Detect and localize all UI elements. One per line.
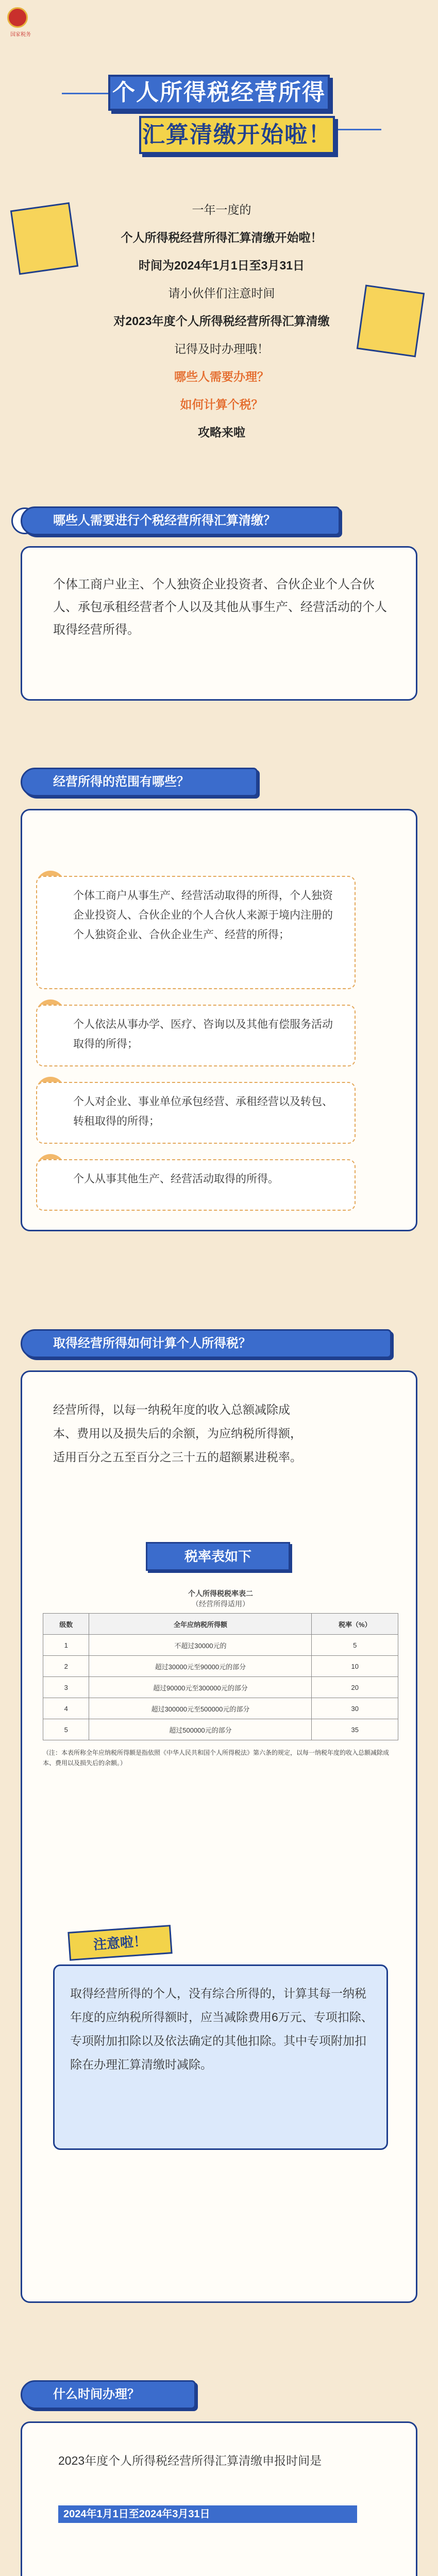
section1-title: 哪些人需要进行个税经营所得汇算清缴？ [21,506,340,535]
table-cell: 超过90000元至300000元的部分 [89,1677,312,1698]
page-title-line2: 汇算清缴开始啦！ [142,122,332,147]
page-title-line1: 个人所得税经营所得 [112,80,326,105]
table-cell: 35 [312,1719,398,1740]
range-item-text: 个人依法从事办学、医疗、咨询以及其他有偿服务活动取得的所得； [73,1019,333,1050]
section3-title: 取得经营所得如何计算个人所得税？ [21,1329,392,1358]
table-row [43,1677,398,1698]
section3-card [21,1370,417,2303]
table-cell: 2 [43,1656,89,1677]
sticky-note-decoration [10,202,78,275]
rate-table-wrap [43,1588,398,1768]
range-item-text: 个人对企业、事业单位承包经营、承租经营以及转包、转租取得的所得； [73,1096,333,1127]
range-item-2 [36,1005,356,1066]
rate-table [43,1613,398,1740]
section2-title: 经营所得的范围有哪些？ [21,768,258,796]
decor-line [335,129,381,130]
rate-table-subtitle: （经营所得适用） [192,1600,249,1608]
logo-text: 国家税务 [10,32,31,38]
intro-line: 时间为2024年1月1日至3月31日 [138,259,305,272]
table-note: （注：本表所称全年应纳税所得额是指依照《中华人民共和国个人所得税法》第六条的规定，以每一纳税年度的收入总额减除成本、费用以及损失后的余额。） [43,1749,390,1767]
section4-card [21,2421,417,2576]
intro-line: 个人所得税经营所得汇算清缴开始啦！ [121,231,323,244]
table-cell: 不超过30000元的 [89,1635,312,1656]
intro-line: 哪些人需要办理？ [174,370,269,383]
section4-title: 什么时间办理？ [21,2380,196,2409]
range-item-3 [36,1082,356,1144]
table-row [43,1656,398,1677]
table-row [43,1719,398,1740]
section3-body: 经营所得，以每一纳税年度的收入总额减除成本、费用以及损失后的余额，为应纳税所得额，适用百分之五至百分之三十五的超额累进税率。 [53,1403,302,1464]
table-header: 税率（%） [312,1614,398,1635]
intro-line: 攻略来啦 [198,426,245,439]
sticky-note-decoration [357,285,425,358]
attention-box [53,1964,388,2150]
table-header: 全年应纳税所得额 [89,1614,312,1635]
filing-period: 2024年1月1日至2024年3月31日 [58,2505,357,2523]
table-cell: 20 [312,1677,398,1698]
range-item-1 [36,876,356,989]
intro-line: 记得及时办理哦！ [174,342,269,355]
attention-body: 取得经营所得的个人，没有综合所得的，计算其每一纳税年度的应纳税所得额时，应当减除费用6万元、专项扣除、专项附加扣除以及依法确定的其他扣除。其中专项附加扣除在办理汇算清缴时减除。 [70,1987,373,2071]
tax-logo [7,7,28,28]
rate-table-tag: 税率表如下 [146,1542,290,1571]
rate-table-title: 个人所得税税率表二 [188,1589,253,1598]
table-row [43,1635,398,1656]
table-cell: 1 [43,1635,89,1656]
intro-line: 一年一度的 [192,203,251,216]
table-cell: 10 [312,1656,398,1677]
table-cell: 3 [43,1677,89,1698]
title-banner-1 [108,75,330,111]
table-cell: 4 [43,1698,89,1719]
attention-tag: 注意啦！ [68,1925,172,1961]
section1-card [21,546,417,701]
section4-body: 2023年度个人所得税经营所得汇算清缴申报时间是 [58,2454,322,2467]
intro-line: 对2023年度个人所得税经营所得汇算清缴 [113,314,330,328]
intro-line: 如何计算个税？ [180,398,263,411]
table-cell: 5 [312,1635,398,1656]
table-cell: 超过30000元至90000元的部分 [89,1656,312,1677]
range-item-4 [36,1159,356,1211]
table-cell: 30 [312,1698,398,1719]
intro-line: 请小伙伴们注意时间 [168,286,275,300]
title-banner-2 [139,116,335,154]
decor-line [62,93,108,94]
range-item-text: 个体工商户从事生产、经营活动取得的所得，个人独资企业投资人、合伙企业的个人合伙人来源于境内注册的个人独资企业、合伙企业生产、经营的所得； [73,890,333,941]
range-item-text: 个人从事其他生产、经营活动取得的所得。 [73,1173,279,1185]
table-cell: 超过500000元的部分 [89,1719,312,1740]
intro-text [98,196,345,446]
table-cell: 超过300000元至500000元的部分 [89,1698,312,1719]
table-cell: 5 [43,1719,89,1740]
section1-body: 个体工商户业主、个人独资企业投资者、合伙企业个人合伙人、承包承租经营者个人以及其他从事生产、经营活动的个人取得经营所得。 [53,578,387,637]
table-header: 级数 [43,1614,89,1635]
table-row [43,1698,398,1719]
